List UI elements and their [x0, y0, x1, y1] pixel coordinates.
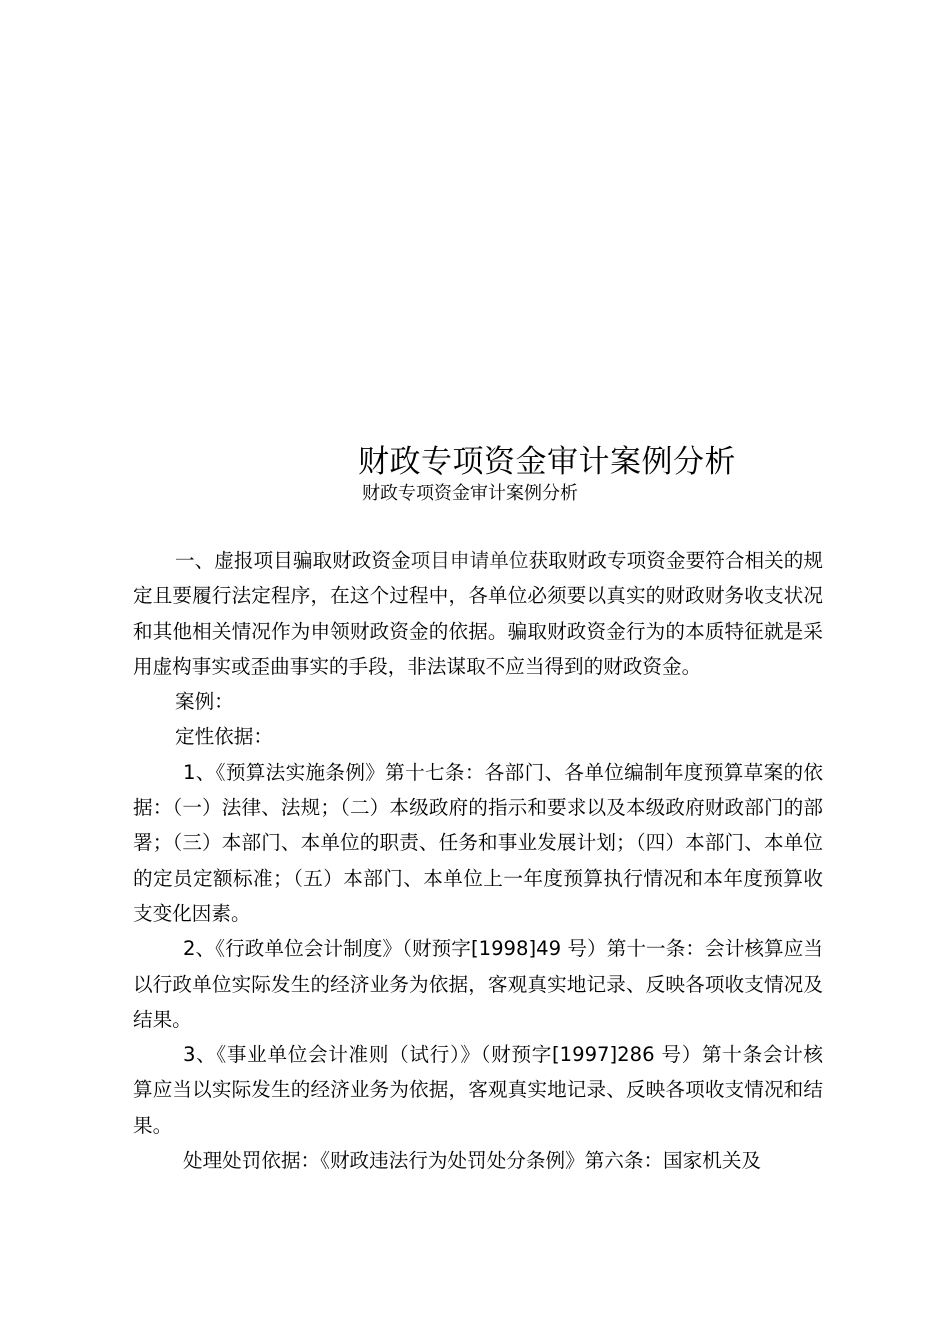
case-label: 案例： [175, 690, 234, 714]
document-subtitle: 财政专项资金审计案例分析 [362, 483, 578, 504]
document-title: 财政专项资金审计案例分析 [358, 444, 736, 480]
section-1-heading: 一、虚报项目骗取财政资金 [175, 549, 411, 572]
section-1-lead: 项目申请单位 [410, 549, 529, 572]
section-1-text: 获取财政专项资金要符合相关的规定且要履行法定程序，在这个过程中，各单位必须要以真实的财政财务收支状况和其他相关情况作为申领财政资金的依据。骗取财政资金行为的本质特征就是采用虚构事实或歪曲事实的手段，非法谋取不应当得到的财政资金。 [133, 549, 824, 678]
basis-item-3: 3、《事业单位会计准则（试行）》（财预字[1997]286 号）第十条会计核算应当以实际发生的经济业务为依据，客观真实地记录、反映各项收支情况和结果。 [133, 1043, 823, 1137]
document-body [133, 543, 823, 1178]
section-1-paragraph [133, 543, 823, 684]
basis-item-2: 2、《行政单位会计制度》（财预字[1998]49 号）第十一条：会计核算应当以行政单位实际发生的经济业务为依据，客观真实地记录、反映各项收支情况及结果。 [133, 937, 823, 1031]
basis-label: 定性依据： [175, 725, 273, 749]
basis-item-1: 1、《预算法实施条例》第十七条：各部门、各单位编制年度预算草案的依据：（一）法律、法规；（二）本级政府的指示和要求以及本级政府财政部门的部署；（三）本部门、本单位的职责、任务和事业发展计划；（四）本部门、本单位的定员定额标准；（五）本部门、本单位上一年度预算执行情况和本年度预算收支变化因素。 [133, 760, 823, 925]
penalty-basis: 处理处罚依据：《财政违法行为处罚处分条例》第六条：国家机关及 [183, 1149, 762, 1173]
